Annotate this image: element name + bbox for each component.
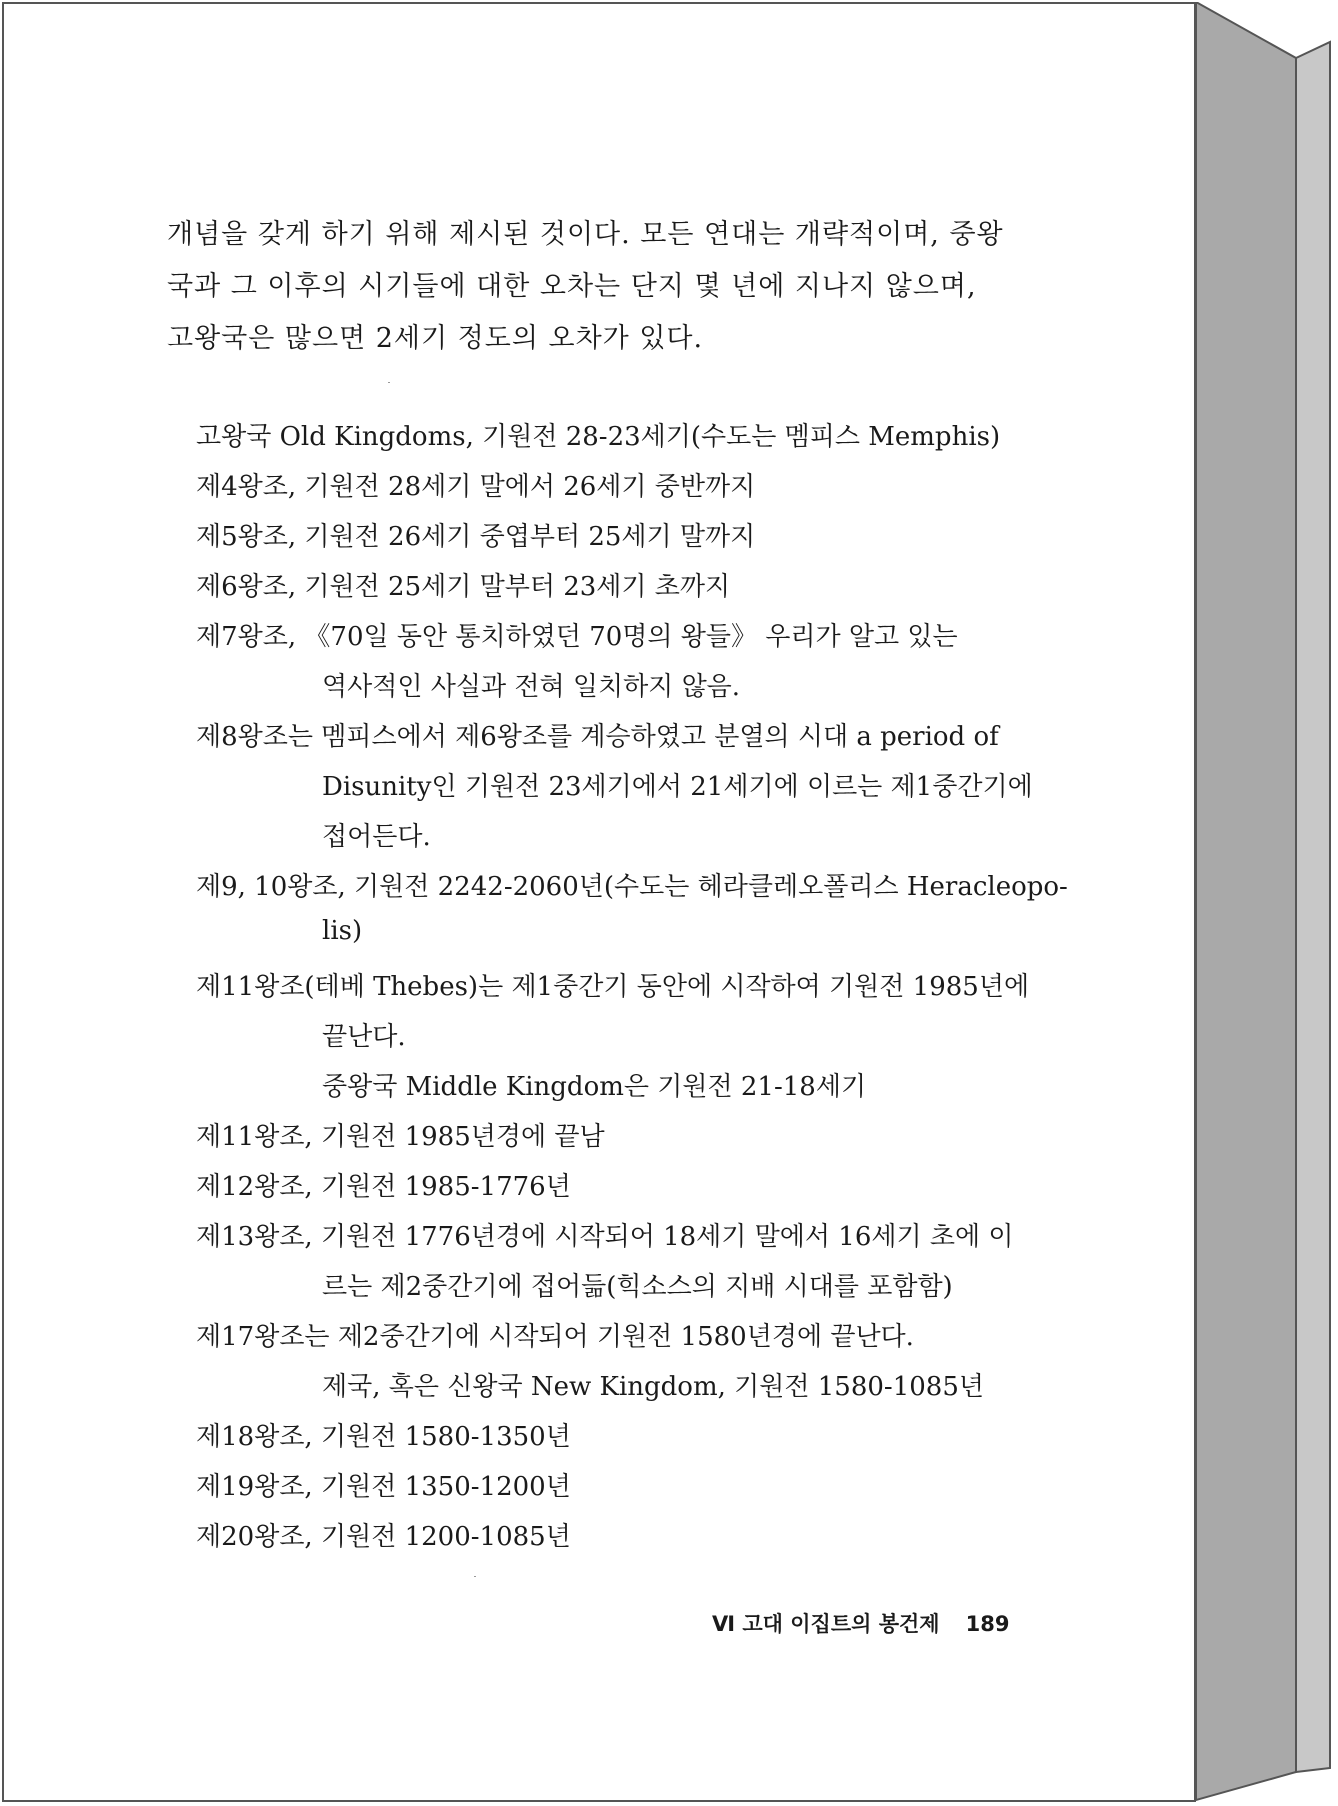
list-item: 제12왕조, 기원전 1985-1776년 [196,1172,571,1202]
list-item: 제20왕조, 기원전 1200-1085년 [196,1522,571,1552]
list-item-continuation: 르는 제2중간기에 접어듦(힉소스의 지배 시대를 포함함) [322,1272,953,1302]
list-item: 제9, 10왕조, 기원전 2242-2060년(수도는 헤라클레오폴리스 Heracleopo- [196,872,1068,902]
list-item: 제19왕조, 기원전 1350-1200년 [196,1472,571,1502]
list-item-continuation: Disunity인 기원전 23세기에서 21세기에 이르는 제1중간기에 [322,772,1033,802]
page-number: 189 [965,1612,1010,1636]
scan-speck [474,1576,476,1577]
book-spine-edge [1196,2,1336,1802]
list-item-continuation: 끝난다. [322,1022,406,1052]
list-item: 제4왕조, 기원전 28세기 말에서 26세기 중반까지 [196,472,756,502]
intro-line: 개념을 갖게 하기 위해 제시된 것이다. 모든 연대는 개략적이며, 중왕 [167,219,1004,250]
scan-speck [388,382,390,383]
list-item: 고왕국 Old Kingdoms, 기원전 28-23세기(수도는 멤피스 Memphis) [196,422,1001,452]
running-footer [712,1608,1009,1638]
period-heading: 중왕국 Middle Kingdom은 기원전 21-18세기 [322,1072,867,1102]
list-item: 제11왕조, 기원전 1985년경에 끝남 [196,1122,605,1152]
list-item: 제13왕조, 기원전 1776년경에 시작되어 18세기 말에서 16세기 초에 이 [196,1222,1014,1252]
list-item: 제6왕조, 기원전 25세기 말부터 23세기 초까지 [196,572,731,602]
list-item: 제5왕조, 기원전 26세기 중엽부터 25세기 말까지 [196,522,756,552]
intro-line: 국과 그 이후의 시기들에 대한 오차는 단지 몇 년에 지나지 않으며, [167,271,977,302]
list-item-continuation: 역사적인 사실과 전혀 일치하지 않음. [322,672,741,702]
list-item: 제8왕조는 멤피스에서 제6왕조를 계승하였고 분열의 시대 a period of [196,722,999,752]
chapter-title: Ⅵ 고대 이집트의 봉건제 [712,1612,940,1636]
list-item: 제11왕조(테베 Thebes)는 제1중간기 동안에 시작하여 기원전 1985년에 [196,972,1030,1002]
list-item-continuation: 접어든다. [322,822,431,852]
list-item: 제17왕조는 제2중간기에 시작되어 기원전 1580년경에 끝난다. [196,1322,914,1352]
period-heading: 제국, 혹은 신왕국 New Kingdom, 기원전 1580-1085년 [322,1372,984,1402]
list-item: 제7왕조, 《70일 동안 통치하였던 70명의 왕들》 우리가 알고 있는 [196,622,958,652]
intro-line: 고왕국은 많으면 2세기 정도의 오차가 있다. [167,323,704,354]
list-item: 제18왕조, 기원전 1580-1350년 [196,1422,571,1452]
book-page [2,2,1196,1802]
list-item-continuation: lis) [322,916,363,946]
